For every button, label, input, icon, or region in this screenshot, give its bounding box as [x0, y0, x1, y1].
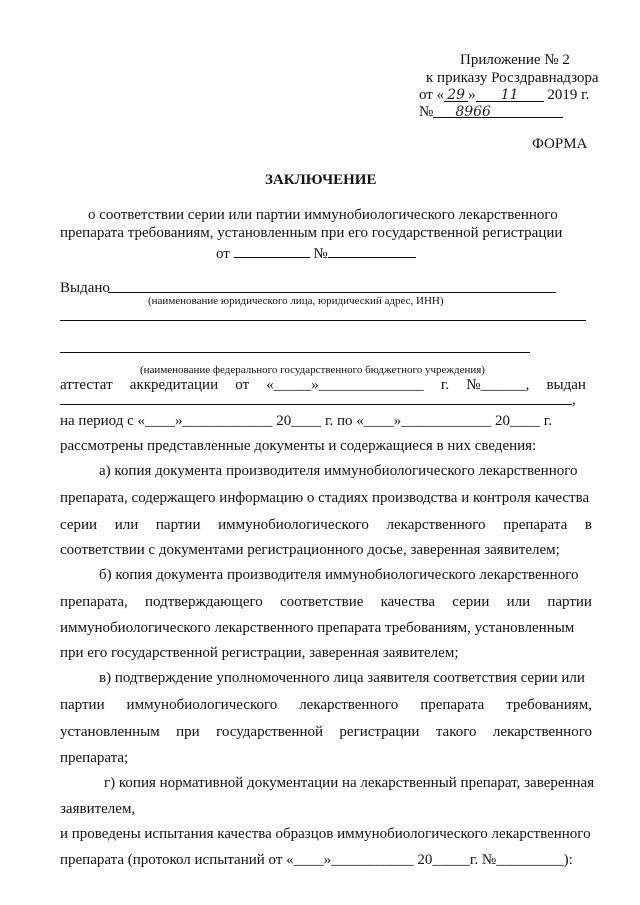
number-blank [328, 243, 416, 258]
issued-line [108, 292, 556, 293]
subtitle-line-3 [216, 243, 416, 263]
item-v-w7: при [176, 724, 200, 740]
attestat-blank-line [60, 404, 572, 405]
item-b-line-1: б) копия документа производителя иммунобиологического лекарственного [99, 567, 579, 583]
period-suffix: г. [543, 413, 552, 429]
from-blank [234, 243, 310, 258]
item-v-w11: лекарственного [492, 724, 592, 740]
date-year: 2019 г. [547, 87, 590, 103]
item-v-line-1: в) подтверждение уполномоченного лица заявителя соответствия серии или [99, 670, 585, 686]
item-a-line-2: препарата, содержащего информацию о стадиях производства и контроля качества [60, 490, 590, 506]
item-v-line-2 [60, 697, 592, 714]
order-date [419, 87, 589, 104]
attestat-line [60, 377, 586, 394]
item-b-w2: подтверждающего [145, 594, 263, 610]
item-b-line-2 [60, 594, 592, 611]
date-mid: » [468, 87, 476, 103]
number-value: 8966 [433, 104, 563, 118]
order-number [419, 104, 563, 121]
item-a-w4: иммунобиологического [218, 517, 369, 533]
tests-line-2: препарата (протокол испытаний от «____»___________ 20_____г. №_________): [60, 852, 573, 868]
item-b-w5: серии [452, 594, 490, 610]
period-year-2: 20____ [495, 413, 541, 429]
date-month: 11 [476, 87, 544, 102]
item-v-w2: иммунобиологического [126, 697, 278, 713]
item-v-w4: препарата [420, 697, 485, 713]
number-label: № [313, 246, 328, 262]
item-v-line-4: препарата; [60, 750, 129, 766]
date-prefix: от « [419, 87, 445, 103]
appendix-label: Приложение № 2 [460, 52, 570, 68]
attestat-word-1: аттестат [60, 377, 113, 393]
issued-line-2 [60, 320, 586, 321]
item-g-line-2: заявителем, [60, 801, 136, 817]
subtitle-line-1: о соответствии серии или партии иммунобиологического лекарственного [88, 207, 558, 223]
item-b-w3: соответствие [280, 594, 364, 610]
attestat-comma: , [572, 392, 576, 408]
form-label: ФОРМА [532, 136, 588, 152]
item-a-line-1: а) копия документа производителя иммунобиологического лекарственного [99, 463, 578, 479]
period-mid: г. по «____»____________ [325, 413, 492, 429]
number-prefix: № [419, 104, 434, 120]
item-b-w1: препарата, [60, 594, 128, 610]
item-a-w7: в [584, 517, 592, 533]
item-b-line-3: иммунобиологического лекарственного препарата требованиям, установленным [60, 620, 575, 636]
item-v-w5: требованиям, [506, 697, 592, 713]
period-prefix: на период с «____»____________ [60, 413, 273, 429]
order-label: к приказу Росздравнадзора [426, 70, 599, 86]
item-v-line-3 [60, 724, 592, 741]
page-title: ЗАКЛЮЧЕНИЕ [265, 172, 377, 188]
item-a-w1: серии [60, 517, 98, 533]
item-a-line-3 [60, 517, 592, 534]
issued-label: Выдано [60, 280, 110, 296]
issued-line-3 [60, 352, 530, 353]
item-b-w7: партии [547, 594, 592, 610]
item-a-w6: препарата [503, 517, 568, 533]
item-b-w6: или [506, 594, 531, 610]
item-b-w4: качества [380, 594, 436, 610]
item-v-w3: лекарственного [299, 697, 399, 713]
attestat-word-7: выдан [546, 377, 586, 393]
attestat-word-6: №______, [466, 377, 530, 393]
item-v-w9: регистрации [339, 724, 420, 740]
item-g-line-1: г) копия нормативной документации на лекарственный препарат, заверенная [104, 775, 595, 791]
attestat-word-5: г. [440, 377, 450, 393]
tests-line-1: и проведены испытания качества образцов иммунобиологического лекарственного [60, 826, 591, 842]
item-v-w10: такого [435, 724, 477, 740]
item-a-w2: или [114, 517, 139, 533]
item-a-w5: лекарственного [386, 517, 486, 533]
item-v-w6: установленным [60, 724, 160, 740]
period-year-1: 20____ [276, 413, 322, 429]
period-line [60, 413, 552, 430]
attestat-word-3: от [235, 377, 250, 393]
item-a-line-4: соответствии с документами регистрационного досье, заверенная заявителем; [60, 542, 560, 558]
attestat-word-2: аккредитации [129, 377, 219, 393]
from-label: от [216, 246, 230, 262]
attestat-word-4: «_____»______________ [266, 377, 424, 393]
item-a-w3: партии [155, 517, 201, 533]
item-v-w1: партии [60, 697, 105, 713]
issued-caption-2: (наименование федерального государственного бюджетного учреждения) [140, 364, 485, 376]
item-b-line-4: при его государственной регистрации, заверенная заявителем; [60, 645, 459, 661]
date-day: 29 [444, 87, 468, 102]
issued-caption-1: (наименование юридического лица, юридический адрес, ИНН) [148, 295, 444, 307]
subtitle-line-2: препарата требованиям, установленным при его государственной регистрации [60, 225, 563, 241]
item-v-w8: государственной [216, 724, 324, 740]
considered-line: рассмотрены представленные документы и содержащиеся в них сведения: [60, 438, 537, 454]
